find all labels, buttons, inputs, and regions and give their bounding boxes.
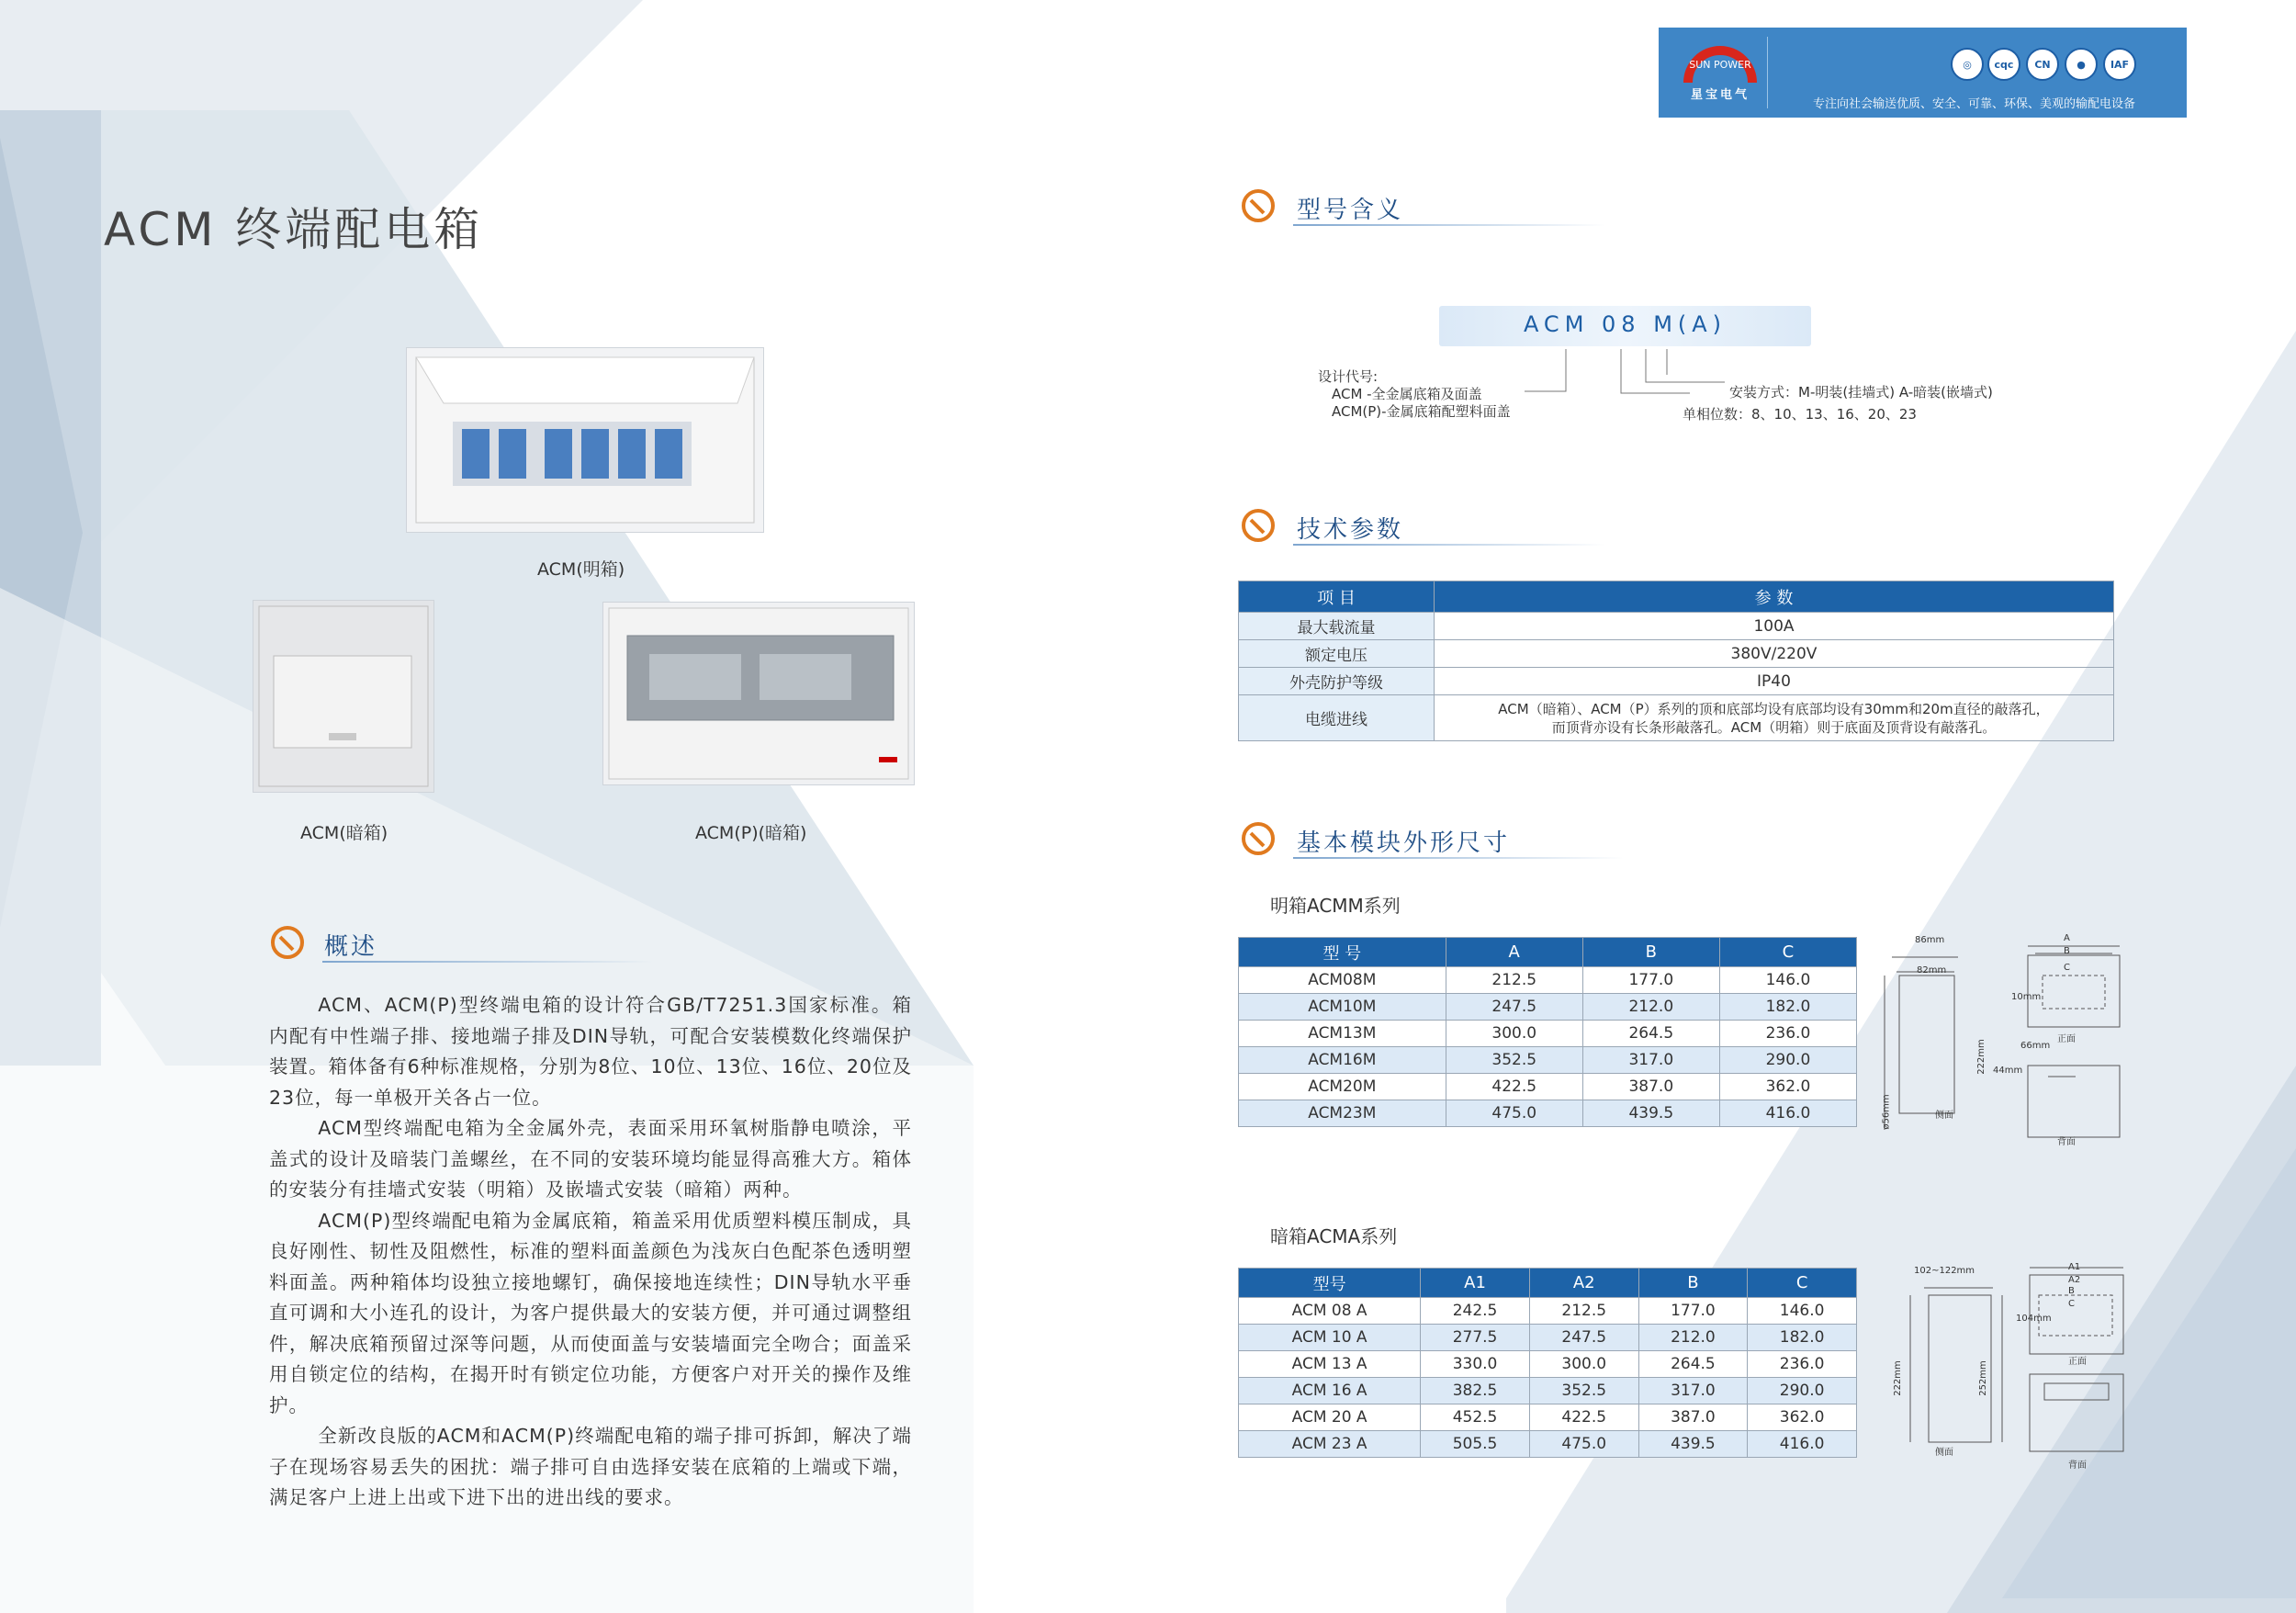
dim-label: C [2068,1299,2075,1309]
dimensions-title: 基本模块外形尺寸 [1297,829,1511,857]
acm-surface-photo [406,347,764,533]
table-row [1239,1021,1857,1047]
dim-label: A1 [2068,1262,2081,1272]
cell: 387.0 [1638,1404,1748,1431]
cable-line-2: 而顶背亦设有长条形敲落孔。ACM（明箱）则于底面及顶背设有敲落孔。 [1551,718,1997,736]
heading-underline [1293,857,1624,859]
cell: 452.5 [1421,1404,1530,1431]
cell: 212.5 [1446,967,1582,994]
tech-value-cable [1435,695,2114,741]
company-logo [1670,37,1771,108]
pole-positions: 单相位数：8、10、13、16、20、23 [1683,406,1917,423]
cell: ACM 20 A [1239,1404,1421,1431]
tech-params-heading [1240,507,1607,553]
table-row [1239,1404,1857,1431]
tech-params-table [1238,581,2114,741]
cell: 475.0 [1446,1100,1582,1127]
cell: 416.0 [1719,1100,1856,1127]
cell: 146.0 [1748,1298,1857,1325]
table-row [1239,1351,1857,1378]
flush-header: C [1748,1269,1857,1298]
dim-label: 82mm [1917,965,1947,976]
banner-tagline: 专注向社会输送优质、安全、可靠、环保、美观的输配电设备 [1813,97,2136,111]
cell: ACM 10 A [1239,1325,1421,1351]
cell: ACM13M [1239,1021,1446,1047]
dim-label: 104mm [2016,1314,2052,1324]
dim-label: 侧面 [1935,1111,1953,1121]
cell: 300.0 [1529,1351,1638,1378]
cell: ACM 13 A [1239,1351,1421,1378]
cell: 352.5 [1446,1047,1582,1074]
cell: 146.0 [1719,967,1856,994]
heading-underline [1293,224,1605,226]
cell: 300.0 [1446,1021,1582,1047]
cqc-cert-icon: cqc [1987,48,2020,81]
cell: 439.5 [1638,1431,1748,1458]
heading-underline [322,961,653,963]
flush-header: 型号 [1239,1269,1421,1298]
overview-heading [269,924,655,970]
overview-paragraph-3: ACM(P)型终端配电箱为金属底箱，箱盖采用优质塑料模压制成，具良好刚性、韧性及阻燃性，标准的塑料面盖颜色为浅灰白色配茶色透明塑料面盖。两种箱体均设独立接地螺钉，确保接地连续性；DIN导轨水平垂直可调和大小连孔的设计，为客户提供最大的安装方便，并可通过调整组件，解决底箱预留过深等问题，从而使面盖与安装墙面完全吻合；面盖采用自锁定位的结构，在揭开时有锁定位功能，方便客户对开关的操作及维护。 [269,1209,912,1416]
dim-label: 正面 [2068,1357,2087,1367]
dim-label: 66mm [2020,1041,2051,1051]
section-marker-icon [1240,820,1277,857]
cell: 362.0 [1748,1404,1857,1431]
acm-flush-photo [253,600,434,793]
surface-series-title: 明箱ACMM系列 [1270,895,1401,917]
cell: 242.5 [1421,1298,1530,1325]
cell: 247.5 [1529,1325,1638,1351]
dimensions-heading [1240,820,1626,866]
surface-box-diagram [1874,928,2140,1148]
tech-label: 最大载流量 [1239,613,1435,640]
surface-header: 型 号 [1239,938,1446,967]
cell: 182.0 [1748,1325,1857,1351]
table-row [1239,1298,1857,1325]
tech-label: 外壳防护等级 [1239,668,1435,695]
tech-value: 380V/220V [1435,640,2114,668]
dim-label: 44mm [1993,1066,2023,1076]
cell: 277.5 [1421,1325,1530,1351]
logo-cn: 星宝电气 [1690,88,1750,102]
cell: ACM20M [1239,1074,1446,1100]
tech-label-cable: 电缆进线 [1239,695,1435,741]
cell: 439.5 [1582,1100,1719,1127]
cell: 330.0 [1421,1351,1530,1378]
table-row [1239,1431,1857,1458]
overview-paragraph-2: ACM型终端配电箱为全金属外壳，表面采用环氧树脂静电喷涂，平盖式的设计及暗装门盖螺丝，在不同的安装环境均能显得高雅大方。箱体的安装分有挂墙式安装（明箱）及嵌墙式安装（暗箱）两种。 [269,1117,912,1201]
cell: 416.0 [1748,1431,1857,1458]
surface-dimensions-table [1238,937,1857,1127]
cell: 212.0 [1582,994,1719,1021]
cell: 317.0 [1638,1378,1748,1404]
table-row [1239,994,1857,1021]
dim-label: 222mm [1892,1360,1903,1396]
surface-header: C [1719,938,1856,967]
cell: 422.5 [1446,1074,1582,1100]
model-code: ACM 08 M(A) [1523,311,1728,337]
brand-banner [1659,28,2187,118]
cell: 290.0 [1719,1047,1856,1074]
dim-label: B [2064,946,2070,956]
cell: 236.0 [1748,1351,1857,1378]
model-meaning-heading [1240,187,1607,233]
dim-label: 10mm [2011,992,2042,1002]
acmp-flush-photo [602,602,915,785]
tech-label: 额定电压 [1239,640,1435,668]
page-title: ACM 终端配电箱 [104,203,484,256]
cnas-cert-icon: CN [2026,48,2059,81]
caption-acm-flush: ACM(暗箱) [300,823,388,843]
dim-label: 背面 [2057,1137,2076,1147]
dim-label: 正面 [2057,1034,2076,1044]
cell: 505.5 [1421,1431,1530,1458]
flush-header: A2 [1529,1269,1638,1298]
cell: 212.0 [1638,1325,1748,1351]
cell: 475.0 [1529,1431,1638,1458]
dim-label: A2 [2068,1275,2081,1285]
cell: 182.0 [1719,994,1856,1021]
surface-header: B [1582,938,1719,967]
cell: ACM 16 A [1239,1378,1421,1404]
cell: 247.5 [1446,994,1582,1021]
dim-label: A [2064,933,2070,943]
cell: ACM08M [1239,967,1446,994]
cell: 317.0 [1582,1047,1719,1074]
cell: ACM 23 A [1239,1431,1421,1458]
cell: ACM10M [1239,994,1446,1021]
cert-seal-icon: ● [2065,48,2098,81]
flush-header: B [1638,1269,1748,1298]
dim-label: 背面 [2068,1461,2087,1471]
design-code-acmp: ACM(P)-金属底箱配塑料面盖 [1332,403,1511,420]
overview-paragraph-1: ACM、ACM(P)型终端电箱的设计符合GB/T7251.3国家标准。箱内配有中性端子排、接地端子排及DIN导轨，可配合安装模数化终端保护装置。箱体备有6种标准规格，分别为8位、10位、13位、16位、20位及23位，每一单极开关各占一位。 [269,994,912,1109]
model-code-box [1439,306,1811,346]
cell: ACM 08 A [1239,1298,1421,1325]
overview-body [269,990,912,1514]
dim-label: 102~122mm [1914,1266,1975,1276]
overview-title: 概述 [324,933,378,961]
design-code-acm: ACM -全金属底箱及面盖 [1332,386,1482,402]
cell: 362.0 [1719,1074,1856,1100]
dim-label: ø56mm [1881,1094,1892,1130]
cell: ACM23M [1239,1100,1446,1127]
dim-label: C [2064,963,2070,973]
caption-acm-surface: ACM(明箱) [537,559,625,580]
dim-label: 252mm [1977,1360,1988,1396]
iaf-cert-icon: IAF [2103,48,2136,81]
tech-value: 100A [1435,613,2114,640]
quality-cert-icon: ◎ [1951,48,1984,81]
dim-label: 侧面 [1935,1448,1953,1458]
table-row [1239,1100,1857,1127]
cell: 177.0 [1638,1298,1748,1325]
cell: 352.5 [1529,1378,1638,1404]
dim-label: B [2068,1286,2075,1296]
cell: 264.5 [1582,1021,1719,1047]
table-row [1239,1325,1857,1351]
table-row [1239,1378,1857,1404]
cell: 387.0 [1582,1074,1719,1100]
cell: 422.5 [1529,1404,1638,1431]
cell: 264.5 [1638,1351,1748,1378]
cell: 236.0 [1719,1021,1856,1047]
section-marker-icon [1240,507,1277,544]
table-row [1239,1047,1857,1074]
cell: 212.5 [1529,1298,1638,1325]
tech-header-item: 项 目 [1239,581,1435,613]
heading-underline [1293,544,1605,546]
dim-label: 86mm [1915,935,1945,945]
cell: 177.0 [1582,967,1719,994]
install-method: 安装方式：M-明装(挂墙式) A-暗装(嵌墙式) [1729,384,1993,400]
cell: ACM16M [1239,1047,1446,1074]
flush-series-title: 暗箱ACMA系列 [1270,1225,1398,1247]
cell: 382.5 [1421,1378,1530,1404]
table-row [1239,967,1857,994]
section-marker-icon [269,924,306,961]
design-code-label: 设计代号: [1318,368,1379,385]
banner-divider [1767,37,1768,108]
model-meaning-title: 型号含义 [1297,197,1404,224]
section-marker-icon [1240,187,1277,224]
flush-dimensions-table [1238,1268,1857,1458]
tech-params-title: 技术参数 [1297,516,1404,544]
surface-header: A [1446,938,1582,967]
svg-text:SUN POWER: SUN POWER [1689,59,1751,71]
flush-box-diagram [1874,1258,2140,1470]
tech-header-value: 参 数 [1435,581,2114,613]
cell: 290.0 [1748,1378,1857,1404]
table-row [1239,1074,1857,1100]
tech-value: IP40 [1435,668,2114,695]
flush-header: A1 [1421,1269,1530,1298]
cable-line-1: ACM（暗箱）、ACM（P）系列的顶和底部均设有底部均设有30mm和20m直径的敲落孔， [1498,700,2050,717]
caption-acmp-flush: ACM(P)(暗箱) [695,823,807,843]
dim-label: 222mm [1975,1039,1986,1075]
overview-paragraph-4: 全新改良版的ACM和ACM(P)终端配电箱的端子排可拆卸，解决了端子在现场容易丢失的困扰：端子排可自由选择安装在底箱的上端或下端，满足客户上进上出或下进下出的进出线的要求。 [269,1425,912,1508]
